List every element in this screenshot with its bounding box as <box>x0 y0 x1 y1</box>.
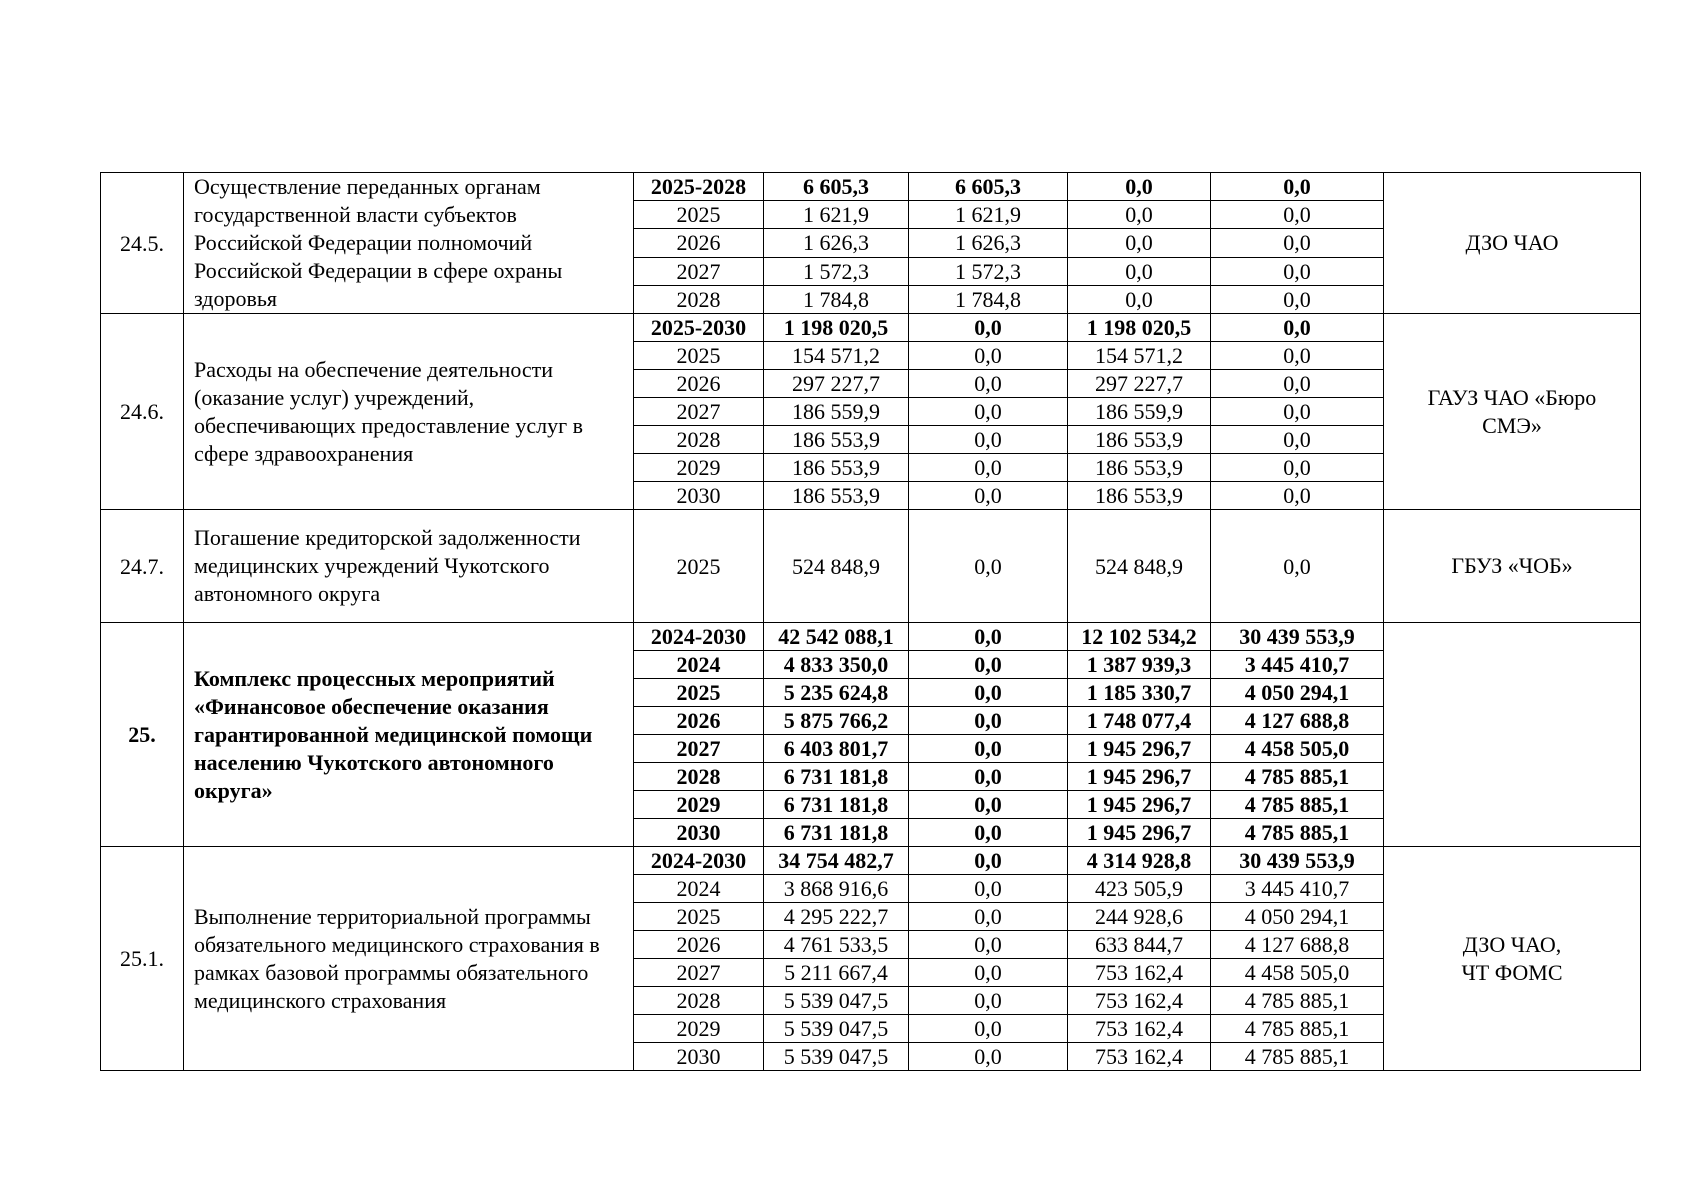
year-cell: 2025 <box>634 510 764 623</box>
federal-value: 0,0 <box>909 426 1068 454</box>
year-cell: 2028 <box>634 426 764 454</box>
federal-value: 0,0 <box>909 1015 1068 1043</box>
responsible-executor: ДЗО ЧАО <box>1384 173 1641 314</box>
year-cell: 2029 <box>634 791 764 819</box>
regional-value: 0,0 <box>1068 201 1211 229</box>
federal-value: 0,0 <box>909 987 1068 1015</box>
regional-value: 154 571,2 <box>1068 342 1211 370</box>
table-row <box>101 173 1641 201</box>
regional-value: 0,0 <box>1068 257 1211 285</box>
total-value: 6 403 801,7 <box>764 735 909 763</box>
year-cell: 2026 <box>634 707 764 735</box>
total-value: 6 731 181,8 <box>764 791 909 819</box>
regional-value: 186 559,9 <box>1068 398 1211 426</box>
federal-value: 1 621,9 <box>909 201 1068 229</box>
regional-value: 1 945 296,7 <box>1068 735 1211 763</box>
total-value: 5 211 667,4 <box>764 959 909 987</box>
other-value: 3 445 410,7 <box>1211 651 1384 679</box>
total-value: 5 875 766,2 <box>764 707 909 735</box>
other-value: 30 439 553,9 <box>1211 847 1384 875</box>
total-value: 5 539 047,5 <box>764 987 909 1015</box>
federal-value: 0,0 <box>909 679 1068 707</box>
other-value: 4 785 885,1 <box>1211 987 1384 1015</box>
year-cell: 2028 <box>634 763 764 791</box>
total-value: 5 539 047,5 <box>764 1015 909 1043</box>
federal-value: 0,0 <box>909 931 1068 959</box>
year-cell: 2027 <box>634 398 764 426</box>
total-value: 1 784,8 <box>764 285 909 313</box>
item-number: 25.1. <box>101 847 184 1071</box>
item-number: 24.5. <box>101 173 184 314</box>
total-value: 1 621,9 <box>764 201 909 229</box>
year-cell: 2027 <box>634 735 764 763</box>
other-value: 0,0 <box>1211 510 1384 623</box>
total-value: 524 848,9 <box>764 510 909 623</box>
other-value: 4 458 505,0 <box>1211 735 1384 763</box>
year-cell: 2024-2030 <box>634 623 764 651</box>
federal-value: 0,0 <box>909 819 1068 847</box>
total-value: 3 868 916,6 <box>764 875 909 903</box>
regional-value: 1 198 020,5 <box>1068 314 1211 342</box>
regional-value: 1 945 296,7 <box>1068 819 1211 847</box>
federal-value: 0,0 <box>909 707 1068 735</box>
other-value: 4 050 294,1 <box>1211 679 1384 707</box>
year-cell: 2025 <box>634 903 764 931</box>
total-value: 42 542 088,1 <box>764 623 909 651</box>
federal-value: 1 784,8 <box>909 285 1068 313</box>
year-cell: 2025-2030 <box>634 314 764 342</box>
total-value: 1 198 020,5 <box>764 314 909 342</box>
item-number: 24.7. <box>101 510 184 623</box>
responsible-executor <box>1384 623 1641 847</box>
total-value: 34 754 482,7 <box>764 847 909 875</box>
other-value: 0,0 <box>1211 257 1384 285</box>
regional-value: 244 928,6 <box>1068 903 1211 931</box>
item-description: Расходы на обеспечение деятельности (оказание услуг) учреждений, обеспечивающих предоставление услуг в сфере здравоохранения <box>184 314 634 510</box>
regional-value: 1 748 077,4 <box>1068 707 1211 735</box>
item-number: 24.6. <box>101 314 184 510</box>
federal-value: 0,0 <box>909 875 1068 903</box>
responsible-executor: ДЗО ЧАО, ЧТ ФОМС <box>1384 847 1641 1071</box>
federal-value: 0,0 <box>909 342 1068 370</box>
year-cell: 2024 <box>634 875 764 903</box>
responsible-executor: ГАУЗ ЧАО «Бюро СМЭ» <box>1384 314 1641 510</box>
item-description: Погашение кредиторской задолженности медицинских учреждений Чукотского автономного округа <box>184 510 634 623</box>
federal-value: 0,0 <box>909 847 1068 875</box>
regional-value: 186 553,9 <box>1068 454 1211 482</box>
regional-value: 524 848,9 <box>1068 510 1211 623</box>
federal-value: 0,0 <box>909 791 1068 819</box>
regional-value: 0,0 <box>1068 229 1211 257</box>
regional-value: 0,0 <box>1068 173 1211 201</box>
total-value: 1 626,3 <box>764 229 909 257</box>
year-cell: 2025 <box>634 342 764 370</box>
year-cell: 2029 <box>634 454 764 482</box>
total-value: 6 731 181,8 <box>764 763 909 791</box>
total-value: 186 553,9 <box>764 482 909 510</box>
item-description: Комплекс процессных мероприятий «Финансовое обеспечение оказания гарантированной медицинской помощи населению Чукотского автономного округа» <box>184 623 634 847</box>
year-cell: 2024-2030 <box>634 847 764 875</box>
regional-value: 753 162,4 <box>1068 1043 1211 1071</box>
regional-value: 12 102 534,2 <box>1068 623 1211 651</box>
total-value: 4 295 222,7 <box>764 903 909 931</box>
federal-value: 1 572,3 <box>909 257 1068 285</box>
year-cell: 2026 <box>634 370 764 398</box>
item-description: Осуществление переданных органам государственной власти субъектов Российской Федерации полномочий Российской Федерации в сфере охраны здоровья <box>184 173 634 314</box>
other-value: 4 127 688,8 <box>1211 931 1384 959</box>
table-row <box>101 623 1641 651</box>
federal-value: 0,0 <box>909 1043 1068 1071</box>
regional-value: 753 162,4 <box>1068 1015 1211 1043</box>
federal-value: 0,0 <box>909 763 1068 791</box>
regional-value: 0,0 <box>1068 285 1211 313</box>
federal-value: 0,0 <box>909 651 1068 679</box>
other-value: 4 785 885,1 <box>1211 819 1384 847</box>
budget-table <box>100 172 1641 1071</box>
federal-value: 0,0 <box>909 623 1068 651</box>
year-cell: 2029 <box>634 1015 764 1043</box>
other-value: 0,0 <box>1211 314 1384 342</box>
regional-value: 1 185 330,7 <box>1068 679 1211 707</box>
total-value: 4 761 533,5 <box>764 931 909 959</box>
other-value: 0,0 <box>1211 201 1384 229</box>
regional-value: 633 844,7 <box>1068 931 1211 959</box>
other-value: 0,0 <box>1211 482 1384 510</box>
year-cell: 2026 <box>634 229 764 257</box>
other-value: 4 785 885,1 <box>1211 763 1384 791</box>
federal-value: 0,0 <box>909 482 1068 510</box>
other-value: 4 458 505,0 <box>1211 959 1384 987</box>
year-cell: 2025 <box>634 679 764 707</box>
total-value: 5 539 047,5 <box>764 1043 909 1071</box>
other-value: 4 785 885,1 <box>1211 1015 1384 1043</box>
federal-value: 0,0 <box>909 903 1068 931</box>
year-cell: 2027 <box>634 257 764 285</box>
regional-value: 753 162,4 <box>1068 959 1211 987</box>
total-value: 4 833 350,0 <box>764 651 909 679</box>
year-cell: 2026 <box>634 931 764 959</box>
year-cell: 2030 <box>634 482 764 510</box>
total-value: 186 553,9 <box>764 454 909 482</box>
regional-value: 1 945 296,7 <box>1068 791 1211 819</box>
regional-value: 1 387 939,3 <box>1068 651 1211 679</box>
total-value: 1 572,3 <box>764 257 909 285</box>
federal-value: 1 626,3 <box>909 229 1068 257</box>
table-row <box>101 847 1641 875</box>
year-cell: 2028 <box>634 987 764 1015</box>
other-value: 4 785 885,1 <box>1211 791 1384 819</box>
regional-value: 1 945 296,7 <box>1068 763 1211 791</box>
table-row <box>101 510 1641 623</box>
other-value: 0,0 <box>1211 426 1384 454</box>
federal-value: 6 605,3 <box>909 173 1068 201</box>
other-value: 0,0 <box>1211 370 1384 398</box>
other-value: 4 050 294,1 <box>1211 903 1384 931</box>
year-cell: 2024 <box>634 651 764 679</box>
federal-value: 0,0 <box>909 735 1068 763</box>
year-cell: 2030 <box>634 1043 764 1071</box>
item-description: Выполнение территориальной программы обязательного медицинского страхования в рамках базовой программы обязательного медицинского страхования <box>184 847 634 1071</box>
regional-value: 186 553,9 <box>1068 426 1211 454</box>
total-value: 186 559,9 <box>764 398 909 426</box>
year-cell: 2025 <box>634 201 764 229</box>
federal-value: 0,0 <box>909 370 1068 398</box>
other-value: 0,0 <box>1211 173 1384 201</box>
federal-value: 0,0 <box>909 314 1068 342</box>
federal-value: 0,0 <box>909 454 1068 482</box>
responsible-executor: ГБУЗ «ЧОБ» <box>1384 510 1641 623</box>
table-body <box>101 173 1641 1071</box>
total-value: 186 553,9 <box>764 426 909 454</box>
total-value: 297 227,7 <box>764 370 909 398</box>
year-cell: 2025-2028 <box>634 173 764 201</box>
regional-value: 753 162,4 <box>1068 987 1211 1015</box>
other-value: 0,0 <box>1211 454 1384 482</box>
other-value: 4 127 688,8 <box>1211 707 1384 735</box>
other-value: 4 785 885,1 <box>1211 1043 1384 1071</box>
total-value: 6 605,3 <box>764 173 909 201</box>
regional-value: 4 314 928,8 <box>1068 847 1211 875</box>
federal-value: 0,0 <box>909 510 1068 623</box>
item-number: 25. <box>101 623 184 847</box>
total-value: 6 731 181,8 <box>764 819 909 847</box>
table-row <box>101 314 1641 342</box>
total-value: 5 235 624,8 <box>764 679 909 707</box>
federal-value: 0,0 <box>909 959 1068 987</box>
other-value: 3 445 410,7 <box>1211 875 1384 903</box>
other-value: 0,0 <box>1211 229 1384 257</box>
regional-value: 423 505,9 <box>1068 875 1211 903</box>
other-value: 0,0 <box>1211 342 1384 370</box>
other-value: 0,0 <box>1211 285 1384 313</box>
regional-value: 297 227,7 <box>1068 370 1211 398</box>
other-value: 0,0 <box>1211 398 1384 426</box>
year-cell: 2027 <box>634 959 764 987</box>
federal-value: 0,0 <box>909 398 1068 426</box>
other-value: 30 439 553,9 <box>1211 623 1384 651</box>
year-cell: 2028 <box>634 285 764 313</box>
regional-value: 186 553,9 <box>1068 482 1211 510</box>
total-value: 154 571,2 <box>764 342 909 370</box>
year-cell: 2030 <box>634 819 764 847</box>
